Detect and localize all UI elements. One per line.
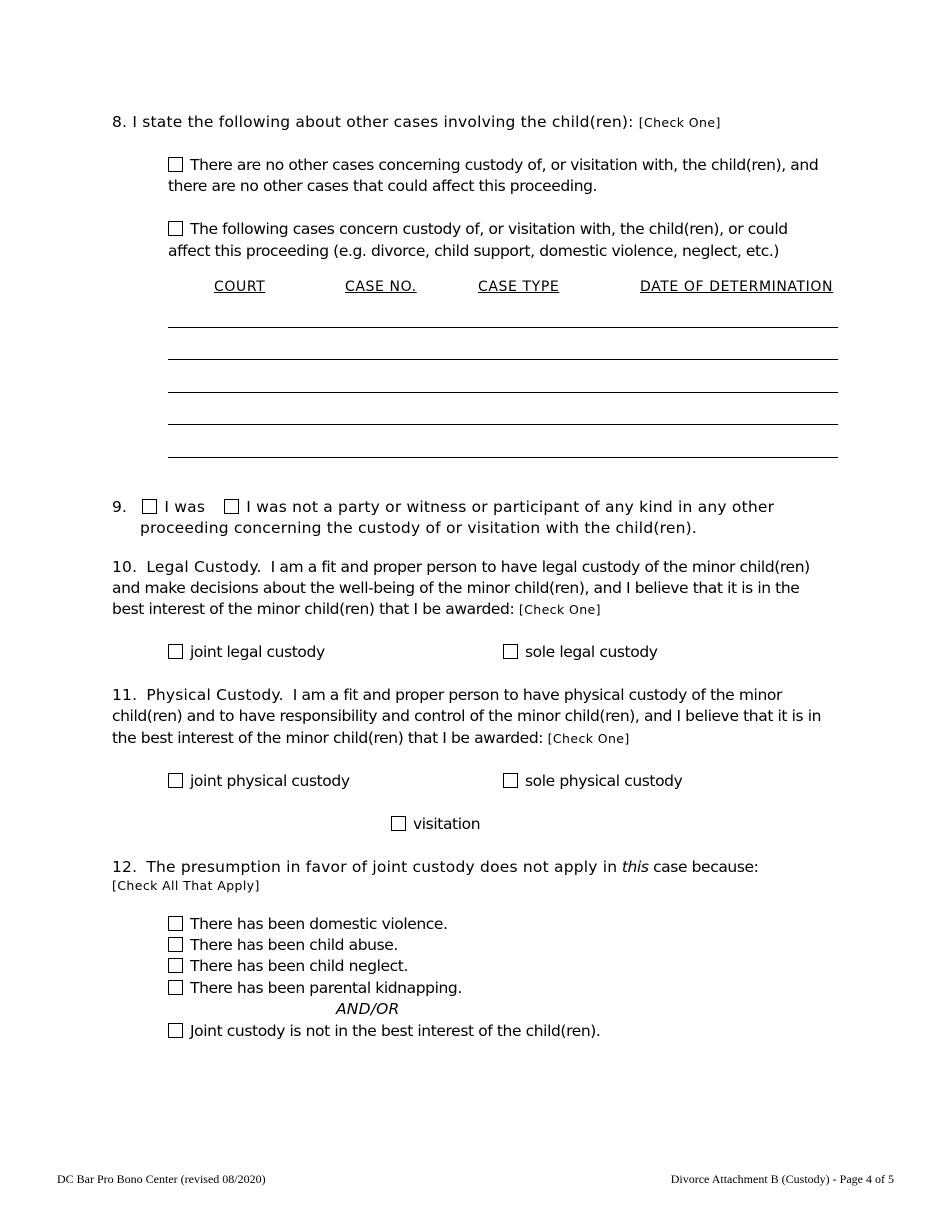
q9-was-checkbox[interactable] [142, 499, 157, 514]
case-entry-line[interactable] [168, 392, 838, 393]
q12-text-after: case because: [653, 858, 759, 876]
q10-line1 [112, 557, 810, 577]
sole-physical-custody-checkbox[interactable] [503, 773, 518, 788]
q12-item-domestic-violence[interactable] [168, 914, 448, 934]
q10-sole-legal-option[interactable] [503, 642, 658, 662]
joint-legal-custody-checkbox[interactable] [168, 644, 183, 659]
q12-text-emphasis: this [621, 858, 649, 876]
q10-number: 10. [112, 558, 138, 576]
q9-number: 9. [112, 498, 128, 516]
q12-item-parental-kidnapping[interactable] [168, 978, 462, 998]
q11-joint-physical-option[interactable] [168, 771, 350, 791]
q8-opt1-line2: there are no other cases that could affect this proceeding. [168, 177, 598, 195]
case-entry-line[interactable] [168, 424, 838, 425]
sole-legal-custody-label: sole legal custody [525, 643, 658, 661]
q9-was-label: I was [164, 498, 206, 516]
domestic-violence-label: There has been domestic violence. [190, 915, 448, 933]
q10-joint-legal-option[interactable] [168, 642, 325, 662]
q11-line1-text: I am a fit and proper person to have physical custody of the minor [292, 686, 782, 704]
sole-legal-custody-checkbox[interactable] [503, 644, 518, 659]
footer-left: DC Bar Pro Bono Center (revised 08/2020) [57, 1172, 266, 1186]
q11-line1 [112, 685, 782, 705]
joint-legal-custody-label: joint legal custody [190, 643, 325, 661]
child-abuse-label: There has been child abuse. [190, 936, 398, 954]
visitation-label: visitation [413, 815, 481, 833]
q12-check-all-tag: [Check All That Apply] [112, 878, 260, 893]
q10-line2: and make decisions about the well-being of the minor child(ren), and I believe that it is in the [112, 579, 800, 597]
q12-number: 12. [112, 858, 138, 876]
q12-item-child-neglect[interactable] [168, 956, 408, 976]
child-neglect-label: There has been child neglect. [190, 957, 409, 975]
q11-check-one-tag: [Check One] [547, 731, 630, 746]
parental-kidnapping-checkbox[interactable] [168, 980, 183, 995]
q9-was-not-label: I was not a party or witness or participant of any kind in any other [246, 498, 775, 516]
domestic-violence-checkbox[interactable] [168, 916, 183, 931]
q10-heading: Legal Custody. [146, 558, 262, 576]
child-neglect-checkbox[interactable] [168, 958, 183, 973]
case-entry-line[interactable] [168, 457, 838, 458]
q8-opt2-line1: The following cases concern custody of, or visitation with, the child(ren), or could [190, 220, 788, 238]
q10-line3 [112, 599, 601, 620]
q11-heading: Physical Custody. [146, 686, 284, 704]
column-court: COURT [214, 279, 266, 295]
joint-physical-custody-checkbox[interactable] [168, 773, 183, 788]
column-date-of-determination: DATE OF DETERMINATION [640, 279, 834, 295]
q12-item-child-abuse[interactable] [168, 935, 398, 955]
best-interest-checkbox[interactable] [168, 1023, 183, 1038]
case-entry-line[interactable] [168, 327, 838, 328]
best-interest-label: Joint custody is not in the best interest of the child(ren). [190, 1022, 601, 1040]
q11-line3 [112, 728, 630, 749]
q8-heading [112, 112, 721, 133]
q11-line2: child(ren) and to have responsibility and control of the minor child(ren), and I believe that it is in [112, 707, 822, 725]
sole-physical-custody-label: sole physical custody [525, 772, 683, 790]
column-case-type: CASE TYPE [478, 279, 560, 295]
q8-opt2-line2: affect this proceeding (e.g. divorce, child support, domestic violence, neglect, etc.) [168, 242, 780, 260]
q11-visitation-option[interactable] [391, 814, 480, 834]
q11-number: 11. [112, 686, 138, 704]
visitation-checkbox[interactable] [391, 816, 406, 831]
q12-text-before: The presumption in favor of joint custody does not apply in [146, 858, 618, 876]
joint-physical-custody-label: joint physical custody [190, 772, 350, 790]
q9-line2: proceeding concerning the custody of or visitation with the child(ren). [140, 519, 697, 537]
q8-option-following-cases[interactable] [168, 219, 788, 239]
child-abuse-checkbox[interactable] [168, 937, 183, 952]
q8-text: I state the following about other cases involving the child(ren): [132, 113, 634, 131]
parental-kidnapping-label: There has been parental kidnapping. [190, 979, 462, 997]
q8-following-cases-checkbox[interactable] [168, 221, 183, 236]
q8-number: 8. [112, 113, 128, 131]
q9-line1 [112, 497, 774, 517]
q12-andor: AND/OR [336, 1000, 400, 1018]
q11-sole-physical-option[interactable] [503, 771, 682, 791]
q8-option-no-other-cases[interactable] [168, 155, 818, 175]
q8-check-one-tag: [Check One] [638, 115, 721, 130]
q9-was-not-checkbox[interactable] [224, 499, 239, 514]
case-entry-line[interactable] [168, 359, 838, 360]
q11-line3-text: the best interest of the minor child(ren) that I be awarded: [112, 729, 544, 747]
column-case-no: CASE NO. [345, 279, 417, 295]
q10-check-one-tag: [Check One] [518, 602, 601, 617]
q10-line3-text: best interest of the minor child(ren) that I be awarded: [112, 600, 515, 618]
q8-no-cases-checkbox[interactable] [168, 157, 183, 172]
q12-item-best-interest[interactable] [168, 1021, 600, 1041]
q12-line1 [112, 857, 758, 877]
q8-opt1-line1: There are no other cases concerning custody of, or visitation with, the child(ren), and [190, 156, 819, 174]
q10-line1-text: I am a fit and proper person to have legal custody of the minor child(ren) [270, 558, 810, 576]
footer-right: Divorce Attachment B (Custody) - Page 4 of 5 [670, 1172, 894, 1186]
